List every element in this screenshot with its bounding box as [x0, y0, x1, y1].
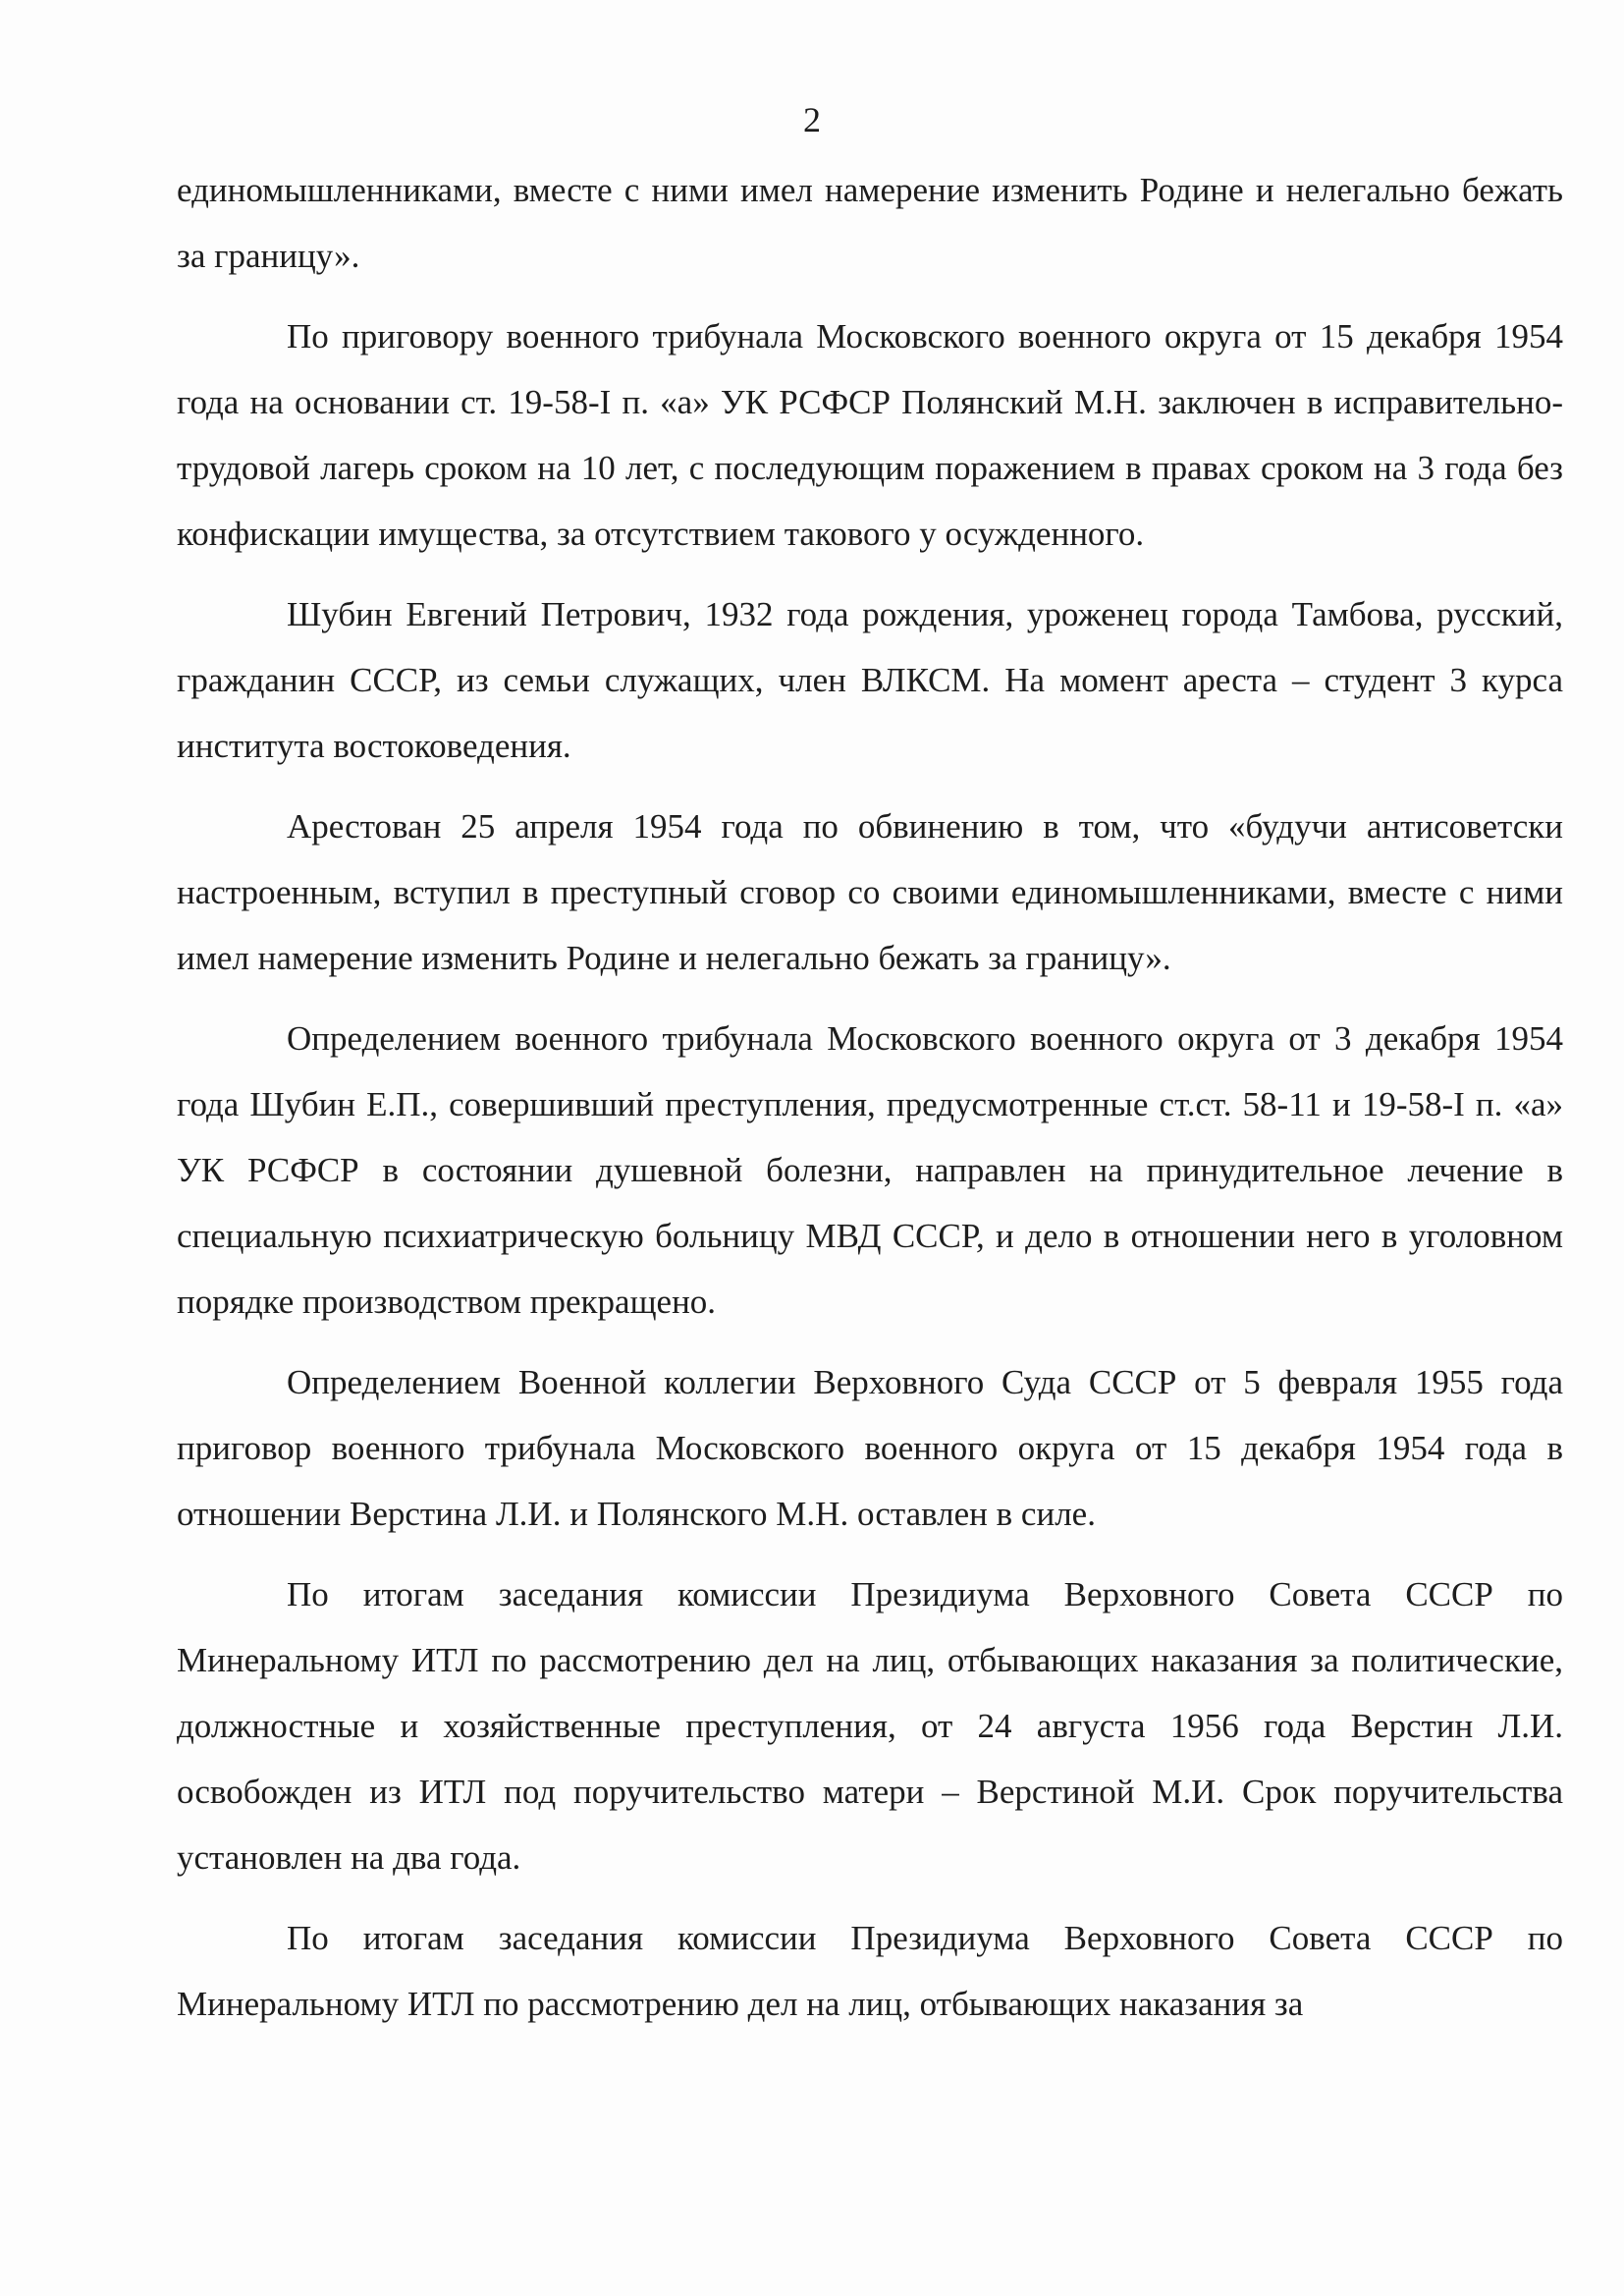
paragraph-military-collegium: Определением Военной коллегии Верховного Суда СССР от 5 февраля 1955 года приговор военного трибунала Московского военного округа от 15 декабря 1954 года в отношении Верстина Л.И. и Полянского М.Н. оставлен в силе. — [177, 1363, 1563, 1533]
paragraph-shubin-ruling: Определением военного трибунала Московского военного округа от 3 декабря 1954 года Шубин Е.П., совершивший преступления, предусмотренные ст.ст. 58-11 и 19-58-I п. «а» УК РСФСР в состоянии душевной болезни, направлен на принудительное лечение в специальную психиатрическую больницу МВД СССР, и дело в отношении него в уголовном порядке производством прекращено. — [177, 1019, 1563, 1321]
paragraph-verstin-release: По итогам заседания комиссии Президиума Верховного Совета СССР по Минеральному ИТЛ по рассмотрению дел на лиц, отбывающих наказания за политические, должностные и хозяйственные преступления, от 24 августа 1956 года Верстин Л.И. освобожден из ИТЛ под поручительство матери – Верстиной М.И. Срок поручительства установлен на два года. — [177, 1575, 1563, 1877]
paragraph-continuation: единомышленниками, вместе с ними имел намерение изменить Родине и нелегально бежать за границу». — [177, 171, 1563, 275]
paragraph-commission-continued: По итогам заседания комиссии Президиума Верховного Совета СССР по Минеральному ИТЛ по рассмотрению дел на лиц, отбывающих наказания за — [177, 1919, 1563, 2023]
paragraph-shubin-bio: Шубин Евгений Петрович, 1932 года рождения, уроженец города Тамбова, русский, гражданин СССР, из семьи служащих, член ВЛКСМ. На момент ареста – студент 3 курса института востоковедения. — [177, 595, 1563, 765]
paragraph-polyansky-sentence: По приговору военного трибунала Московского военного округа от 15 декабря 1954 года на основании ст. 19-58-I п. «а» УК РСФСР Полянский М.Н. заключен в исправительно-трудовой лагерь сроком на 10 лет, с последующим поражением в правах сроком на 3 года без конфискации имущества, за отсутствием такового у осужденного. — [177, 317, 1563, 553]
document-body — [177, 157, 1563, 2037]
paragraph-shubin-arrest: Арестован 25 апреля 1954 года по обвинению в том, что «будучи антисоветски настроенным, вступил в преступный сговор со своими единомышленниками, вместе с ними имел намерение изменить Родине и нелегально бежать за границу». — [177, 807, 1563, 977]
page-number: 2 — [803, 100, 821, 139]
